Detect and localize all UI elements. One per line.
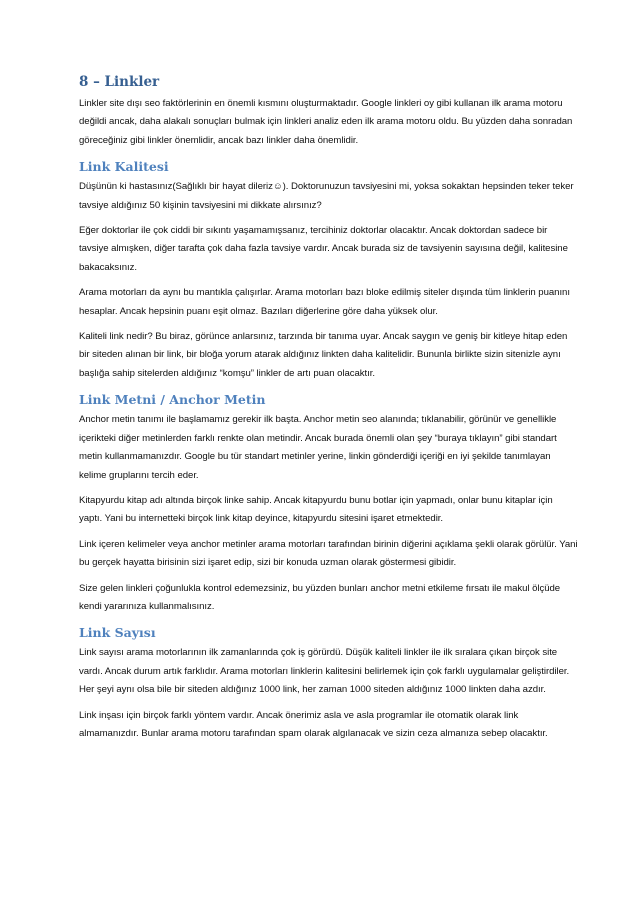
intro-paragraph: Linkler site dışı seo faktörlerinin en önemli kısmını oluşturmaktadır. Google linkleri oy gibi kullanan ilk arama motoru değildi ancak, daha alakalı sonuçları bulmak için linkleri analiz eden ilk arama motoru oldu. Bu yüzden daha sonradan göreceğiniz gibi linkler önemlidir, ancak bazı linkler daha önemlidir.: [79, 98, 573, 146]
paragraph: Anchor metin tanımı ile başlamamız gerekir ilk başta. Anchor metin seo alanında; tıklanabilir, görünür ve genellikle içerikteki diğer metinlerden farklı renkte olan metindir. Ancak burada önemli olan şey “buraya tıklayın” gibi standart metin kullanmamanızdır. Google bu tür standart metinler yerine, linkin gönderdiği içeriği en iyi şekilde tanımlayan kelime gruplarını tercih eder.: [79, 414, 557, 481]
paragraph: Size gelen linkleri çoğunlukla kontrol edemezsiniz, bu yüzden bunları anchor metni etkileme fırsatı ile makul ölçüde kendi yararınıza kullanmalısınız.: [79, 582, 561, 612]
paragraph: Düşünün ki hastasınız(Sağlıklı bir hayat dileriz☺). Doktorunuzun tavsiyesini mi, yoksa sokaktan hepsinden teker teker tavsiye aldığınız 50 kişinin tavsiyesini mi dikkate alırsınız?: [79, 181, 574, 211]
section-link-sayisi: [79, 624, 578, 743]
paragraph: Eğer doktorlar ile çok ciddi bir sıkıntı yaşamamışsanız, tercihiniz doktorlar olacaktır. Ancak doktordan sadece bir tavsiye almışken, diğer tarafta çok daha fazla tavsiye vardır. Ancak burada siz de tavsiyenin sayısına değil, kalitesine bakacaksınız.: [79, 225, 568, 273]
section-anchor-metin: [79, 391, 578, 616]
paragraph: Arama motorları da aynı bu mantıkla çalışırlar. Arama motorları bazı bloke edilmiş siteler dışında tüm linklerin puanını hesaplar. Ancak hepsinin puanı eşit olmaz. Bazıları diğerlerine göre daha yüksek olur.: [79, 287, 570, 317]
paragraph: Link içeren kelimeler veya anchor metinler arama motorları tarafından birinin diğerini açıklama şekli olarak görülür. Yani bu gerçek hayatta birisinin sizi işaret edip, sizi bir konuda uzman olarak göstermesi gibidir.: [79, 538, 578, 569]
section-title: Link Metni / Anchor Metin: [79, 392, 266, 408]
section-title: Link Sayısı: [79, 625, 156, 641]
paragraph: Kitapyurdu kitap adı altında birçok linke sahip. Ancak kitapyurdu bunu botlar için yapmadı, onlar bunu kitaplar için yaptı. Yani bu internetteki birçok link kitap deyince, kitapyurdu sitesini işaret etmektedir.: [79, 494, 553, 525]
paragraph: Link sayısı arama motorlarının ilk zamanlarında çok iş görürdü. Düşük kaliteli linkler ile ilk sıralara çıkan birçok site vardı. Ancak durum artık farklıdır. Arama motorları linklerin kalitesini belirlemek için çok farklı uygulamalar geliştirdiler. Her şeyi aynı olsa bile bir siteden aldığınız 1000 link, her zaman 1000 siteden aldığınız 1000 linkten daha azdır.: [79, 647, 570, 696]
chapter-heading: 8 – Linkler: [79, 74, 160, 90]
section-title: Link Kalitesi: [79, 159, 169, 175]
paragraph: Kaliteli link nedir? Bu biraz, görünce anlarsınız, tarzında bir tanıma uyar. Ancak saygın ve geniş bir kitleye hitap eden bir siteden alınan bir link, bir bloğa yorum atarak aldığınız linkten daha kalitelidir. Bununla birlikte sizin sitenizle aynı başlığa sahip sitelerden aldığınız “komşu” linkler de artı puan olacaktır.: [79, 331, 568, 379]
paragraph: Link inşası için birçok farklı yöntem vardır. Ancak önerimiz asla ve asla programlar ile otomatik olarak link almamanızdır. Bunlar arama motoru tarafından spam olarak algılanacak ve sizin ceza almanıza sebep olacaktır.: [79, 709, 548, 739]
section-link-kalitesi: [79, 158, 578, 383]
